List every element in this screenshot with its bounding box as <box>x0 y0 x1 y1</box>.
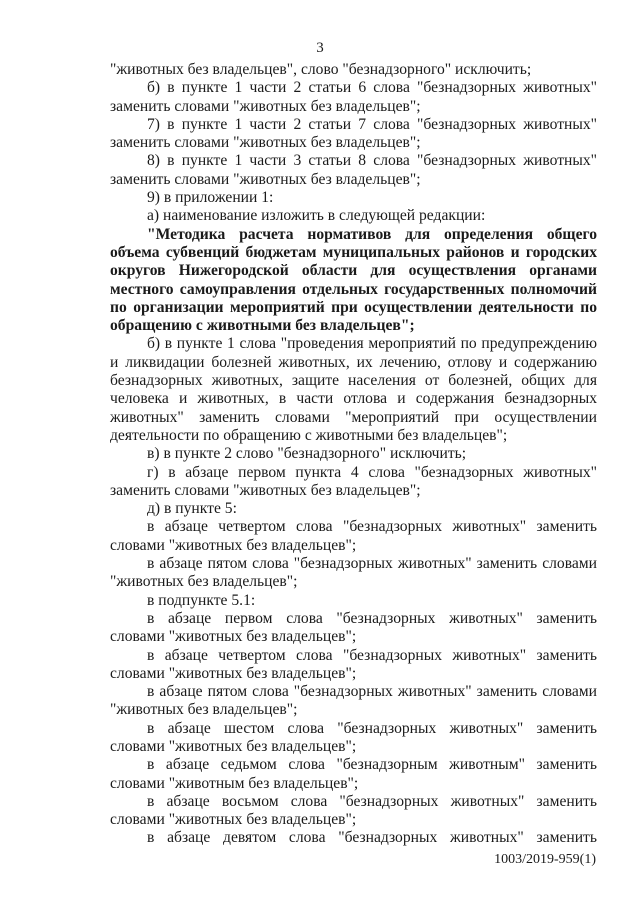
paragraph-item-9d: д) в пункте 5: <box>147 500 237 518</box>
paragraph-item-9b: б) в пункте 1 слова "проведения мероприятий по предупреждению и ликвидации болезней животных, их лечению, отлову и содержанию безнадзорных животных, защите населения от болезней, общих для человека и животных, в части отлова и содержания безнадзорных животных" заменить словами "мероприятий при осуществлении деятельности по обращению с животными без владельцев"; <box>110 335 597 444</box>
paragraph-5-1-abzac-1: в абзаце первом слова "безнадзорных животных" заменить словами "животных без владельцев"; <box>110 609 597 646</box>
paragraph-5-1-abzac-4: в абзаце четвертом слова "безнадзорных животных" заменить словами "животных без владельцев"; <box>110 646 597 682</box>
paragraph-continuation: "животных без владельцев", слово "безнадзорного" исключить; <box>110 61 532 78</box>
paragraph-5-1-abzac-7: в абзаце седьмом слова "безнадзорным животным" заменить словами "животным без владельцев"; <box>110 756 597 792</box>
paragraph-item-9: 9) в приложении 1: <box>147 189 274 207</box>
paragraph-abzac-5: в абзаце пятом слова "безнадзорных животных" заменить словами "животных без владельцев"; <box>110 555 597 591</box>
paragraph-item-7: 7) в пункте 1 части 2 статьи 7 слова "безнадзорных животных" заменить словами "животных без владельцев"; <box>110 115 597 152</box>
paragraph-abzac-4: в абзаце четвертом слова "безнадзорных животных" заменить словами "животных без владельцев"; <box>110 518 597 554</box>
document-footer-code: 1003/2019-959(1) <box>494 852 596 867</box>
paragraph-subitem-5-1: в подпункте 5.1: <box>147 591 256 609</box>
paragraph-item-9v: в) в пункте 2 слово "безнадзорного" исключить; <box>147 445 467 463</box>
paragraph-item-6b: б) в пункте 1 части 2 статьи 6 слова "безнадзорных животных" заменить словами "животных без владельцев"; <box>110 79 597 115</box>
document-body <box>110 61 597 848</box>
paragraph-5-1-abzac-9: в абзаце девятом слова "безнадзорных животных" заменить <box>147 829 597 847</box>
methodology-title: "Методика расчета нормативов для определения общего объема субвенций бюджетам муниципальных районов и городских округов Нижегородской области для осуществления органами местного самоуправления отдельных государственных полномочий по организации мероприятий при осуществлении деятельности по обращению с животными без владельцев"; <box>110 225 597 335</box>
paragraph-5-1-abzac-5: в абзаце пятом слова "безнадзорных животных" заменить словами "животных без владельцев"; <box>110 683 597 719</box>
paragraph-5-1-abzac-6: в абзаце шестом слова "безнадзорных животных" заменить словами "животных без владельцев"; <box>110 719 597 755</box>
paragraph-item-8: 8) в пункте 1 части 3 статьи 8 слова "безнадзорных животных" заменить словами "животных без владельцев"; <box>110 152 597 188</box>
page-number: 3 <box>316 40 324 56</box>
paragraph-item-9g: г) в абзаце первом пункта 4 слова "безнадзорных животных" заменить словами "животных без владельцев"; <box>110 463 597 499</box>
paragraph-item-9a: а) наименование изложить в следующей редакции: <box>147 207 486 225</box>
paragraph-5-1-abzac-8: в абзаце восьмом слова "безнадзорных животных" заменить словами "животных без владельцев"; <box>110 792 597 829</box>
